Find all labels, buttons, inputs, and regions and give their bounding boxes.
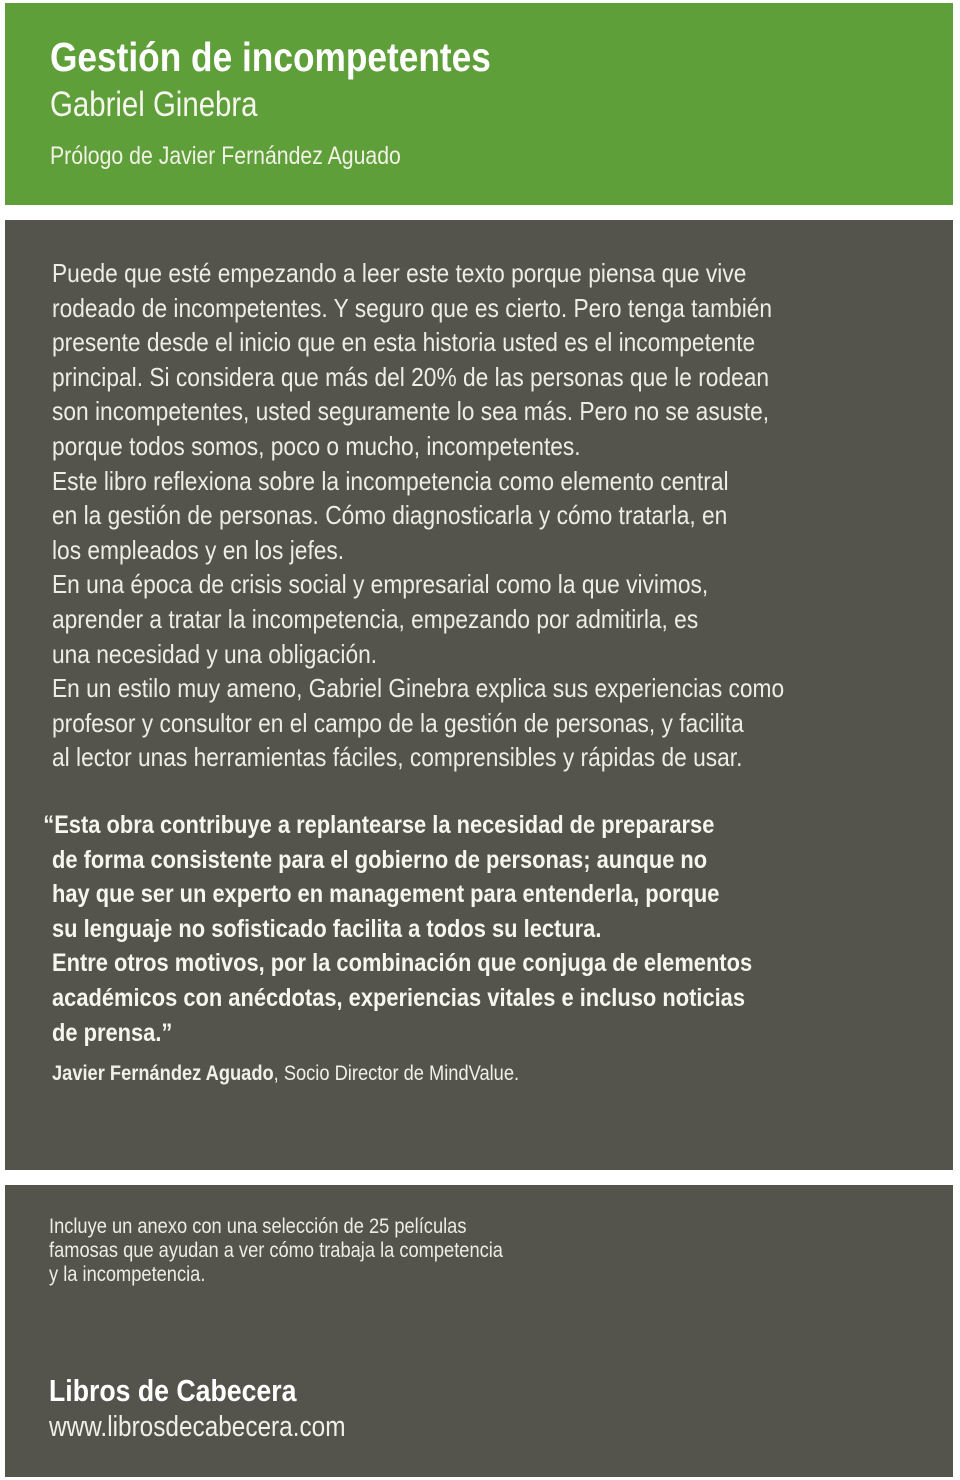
publisher-url[interactable]: www.librosdecabecera.com — [49, 1411, 346, 1443]
description-line: los empleados y en los jefes. — [52, 534, 345, 565]
description-line: En una época de crisis social y empresarial como la que vivimos, — [52, 569, 709, 600]
book-author: Gabriel Ginebra — [50, 85, 258, 124]
description-line: En un estilo muy ameno, Gabriel Ginebra explica sus experiencias como — [52, 673, 785, 704]
header-panel — [5, 3, 953, 205]
description-line: al lector unas herramientas fáciles, comprensibles y rápidas de usar. — [52, 742, 743, 773]
quote-line: hay que ser un experto en management para entenderla, porque — [52, 880, 720, 909]
description-line: principal. Si considera que más del 20% de las personas que le rodean — [52, 361, 770, 392]
description-panel — [5, 220, 953, 1170]
quote-attribution — [52, 1062, 519, 1086]
attribution-role: , Socio Director de MindValue. — [273, 1062, 520, 1085]
annex-line: y la incompetencia. — [49, 1263, 206, 1286]
endorsement-quote — [43, 808, 753, 1050]
annex-line: Incluye un anexo con una selección de 25 películas — [49, 1215, 467, 1238]
quote-line: académicos con anécdotas, experiencias vitales e incluso noticias — [52, 983, 746, 1012]
annex-note — [49, 1215, 503, 1287]
description-text — [52, 256, 784, 775]
description-line: porque todos somos, poco o mucho, incompetentes. — [52, 430, 581, 461]
description-line: presente desde el inicio que en esta historia usted es el incompetente — [52, 327, 756, 358]
quote-line: “Esta obra contribuye a replantearse la necesidad de prepararse — [43, 811, 715, 839]
quote-line: de prensa.” — [52, 1018, 173, 1047]
prologue-credit: Prólogo de Javier Fernández Aguado — [50, 142, 401, 170]
description-line: en la gestión de personas. Cómo diagnosticarla y cómo tratarla, en — [52, 500, 728, 531]
description-line: Puede que esté empezando a leer este texto porque piensa que vive — [52, 258, 747, 288]
quote-line: Entre otros motivos, por la combinación que conjuga de elementos — [52, 949, 753, 978]
quote-line: su lenguaje no sofisticado facilita a todos su lectura. — [52, 914, 602, 943]
annex-panel — [5, 1185, 953, 1477]
description-line: una necesidad y una obligación. — [52, 638, 378, 669]
publisher-name: Libros de Cabecera — [49, 1373, 297, 1408]
annex-line: famosas que ayudan a ver cómo trabaja la competencia — [49, 1239, 503, 1262]
description-line: aprender a tratar la incompetencia, empezando por admitirla, es — [52, 603, 699, 634]
book-title: Gestión de incompetentes — [50, 34, 491, 80]
description-line: son incompetentes, usted seguramente lo sea más. Pero no se asuste, — [52, 396, 770, 427]
attribution-name: Javier Fernández Aguado — [52, 1062, 274, 1085]
description-line: Este libro reflexiona sobre la incompetencia como elemento central — [52, 465, 729, 496]
description-line: rodeado de incompetentes. Y seguro que es cierto. Pero tenga también — [52, 292, 773, 323]
quote-line: de forma consistente para el gobierno de personas; aunque no — [52, 845, 708, 874]
description-line: profesor y consultor en el campo de la gestión de personas, y facilita — [52, 707, 744, 738]
